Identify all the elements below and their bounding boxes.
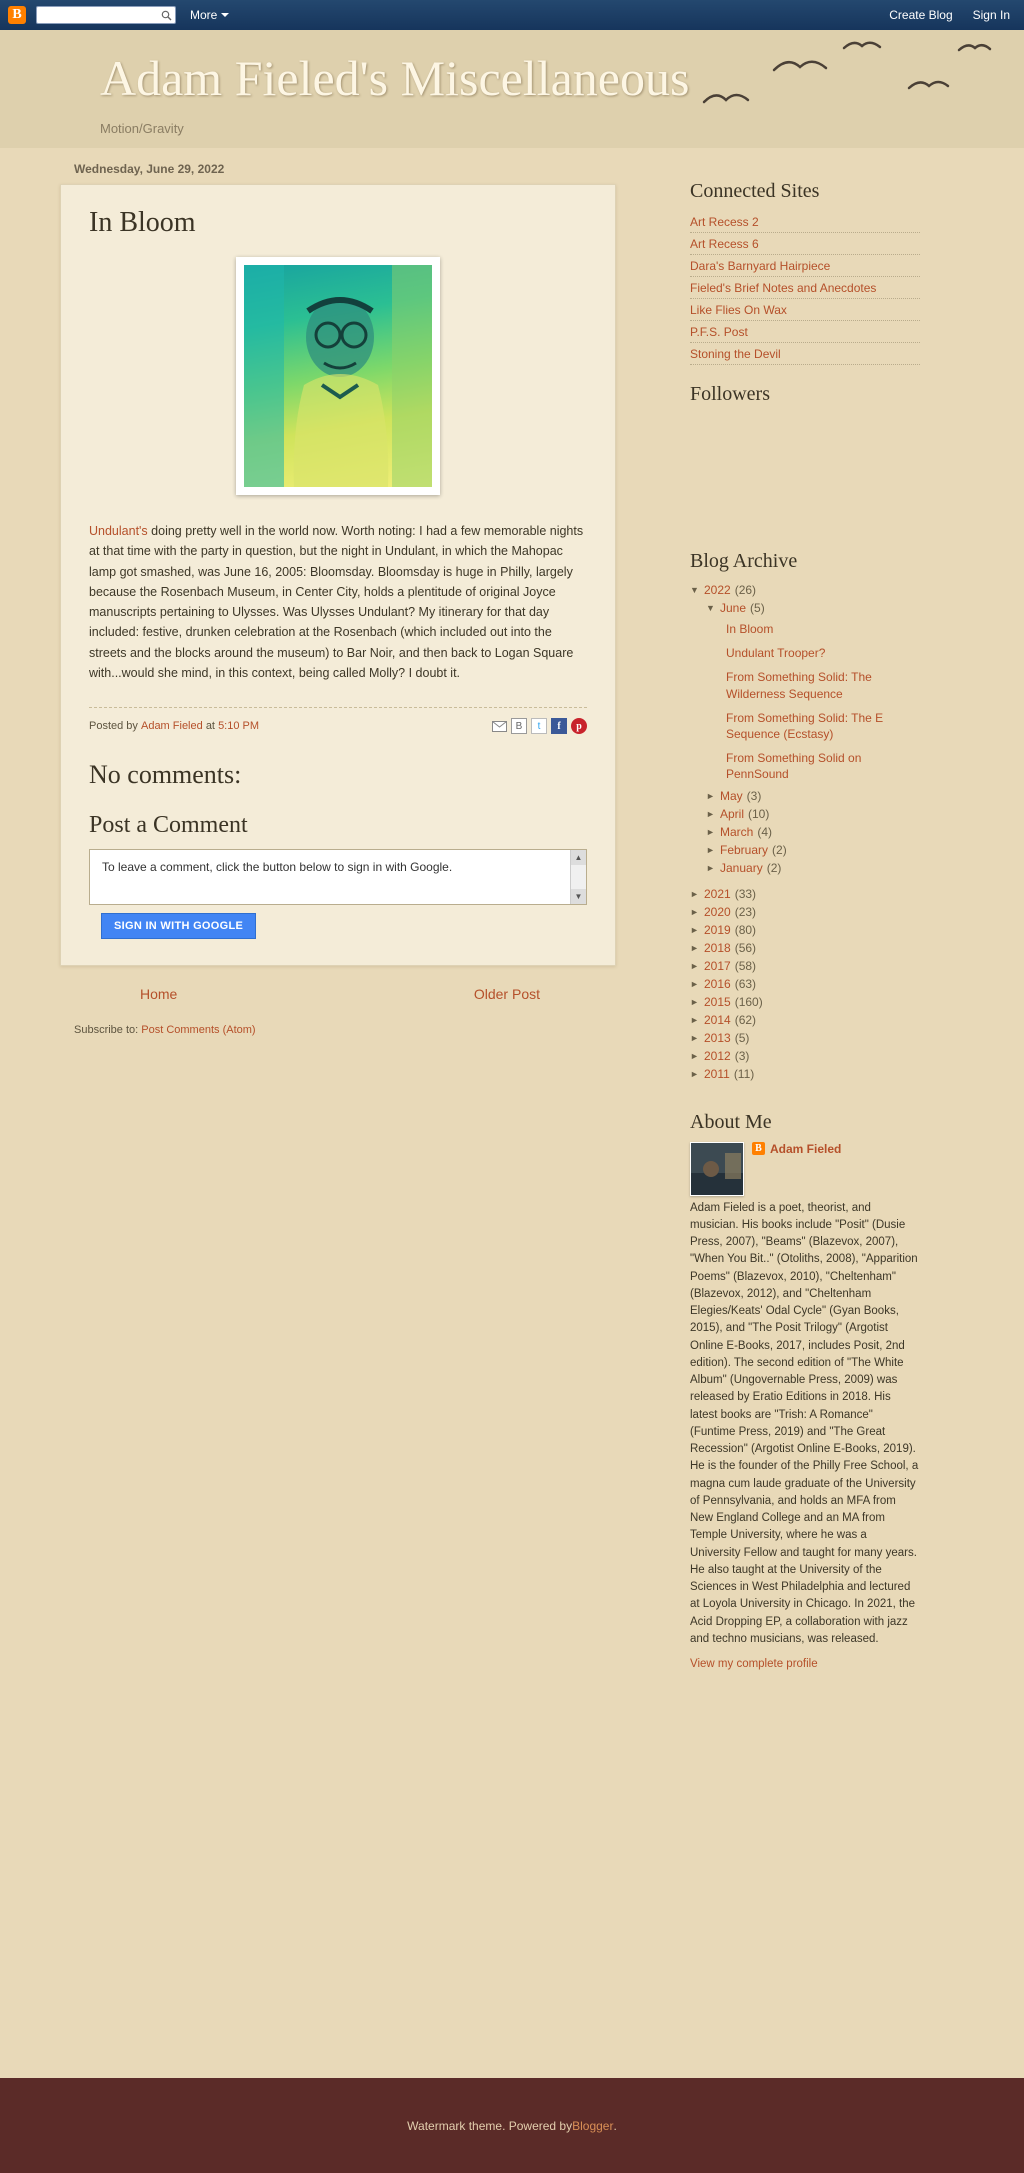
connected-site-link[interactable]: Stoning the Devil: [690, 347, 781, 361]
archive-row[interactable]: [690, 903, 920, 921]
archive-post[interactable]: [726, 617, 920, 641]
archive-row[interactable]: [690, 1011, 920, 1029]
toggle-icon[interactable]: ►: [690, 924, 699, 935]
photo-frame[interactable]: [236, 257, 440, 495]
archive-link[interactable]: 2016: [704, 976, 731, 991]
archive-count: (63): [734, 976, 757, 991]
archive-row[interactable]: [706, 823, 920, 841]
create-blog-link[interactable]: Create Blog: [889, 8, 953, 22]
archive-count: (4): [757, 824, 773, 839]
about-me-widget: [690, 1142, 920, 1196]
archive-link[interactable]: 2022: [704, 583, 731, 597]
list-item[interactable]: [690, 277, 920, 299]
about-me-name-row[interactable]: [752, 1142, 841, 1156]
toggle-icon[interactable]: ►: [690, 1032, 699, 1043]
post-title: In Bloom: [89, 207, 196, 238]
sign-in-link[interactable]: Sign In: [972, 8, 1010, 22]
archive-link[interactable]: June: [720, 601, 747, 615]
blogthis-icon[interactable]: B: [511, 718, 527, 734]
post-comment-heading: Post a Comment: [89, 812, 248, 838]
sidebar: [690, 148, 920, 1670]
archive-row[interactable]: [706, 841, 920, 859]
archive-row[interactable]: [706, 859, 920, 877]
archive-post[interactable]: [726, 665, 920, 705]
connected-sites-title: Connected Sites: [690, 180, 820, 202]
blog-header: [0, 30, 1024, 148]
about-me-name[interactable]: Adam Fieled: [770, 1141, 842, 1156]
toggle-icon[interactable]: ▼: [690, 585, 699, 595]
archive-count: (80): [734, 922, 757, 937]
comments-heading: No comments:: [89, 760, 242, 789]
archive-count: (5): [734, 1030, 750, 1045]
archive-row[interactable]: [706, 599, 920, 617]
archive-post[interactable]: [726, 706, 920, 746]
archive-count: (11): [733, 1066, 755, 1081]
archive-count: (2): [772, 842, 787, 857]
archive-row[interactable]: [690, 957, 920, 975]
archive-row[interactable]: [690, 975, 920, 993]
archive-post-link[interactable]: From Something Solid on PennSound: [726, 751, 862, 782]
post-image-container: [89, 257, 587, 495]
pinterest-icon[interactable]: p: [571, 718, 587, 734]
subscribe-link[interactable]: Post Comments (Atom): [141, 1024, 256, 1036]
toggle-icon[interactable]: ▼: [706, 603, 715, 613]
archive-row[interactable]: [690, 921, 920, 939]
post-date: Wednesday, June 29, 2022: [74, 162, 225, 176]
toggle-icon[interactable]: ►: [706, 844, 715, 855]
archive-row[interactable]: [706, 805, 920, 823]
home-link[interactable]: Home: [140, 986, 178, 1002]
more-label: More: [190, 8, 218, 22]
list-item[interactable]: [690, 255, 920, 277]
search-input[interactable]: [36, 6, 176, 24]
archive-link[interactable]: 2017: [704, 958, 731, 973]
connected-site-link[interactable]: Dara's Barnyard Hairpiece: [690, 259, 831, 273]
at-label: at: [205, 720, 215, 732]
archive-link[interactable]: 2014: [704, 1012, 731, 1027]
search-icon: [161, 10, 172, 21]
facebook-icon[interactable]: f: [551, 718, 567, 734]
portrait-illustration-icon: [244, 265, 432, 487]
blog-description: Motion/Gravity: [100, 120, 184, 136]
archive-count: (3): [746, 788, 762, 803]
toggle-icon[interactable]: ►: [690, 906, 699, 917]
blog-archive-title: Blog Archive: [690, 550, 798, 572]
post-image[interactable]: [244, 265, 432, 487]
archive-link[interactable]: 2012: [704, 1048, 731, 1063]
toggle-icon[interactable]: ►: [690, 996, 699, 1007]
older-post-link[interactable]: Older Post: [473, 986, 540, 1002]
subscribe-label: Subscribe to:: [74, 1024, 139, 1036]
blogger-profile-icon: B: [752, 1142, 765, 1155]
blogger-link[interactable]: Blogger: [572, 2118, 614, 2133]
subscribe-row: [74, 1024, 620, 1036]
about-me-text: Adam Fieled is a poet, theorist, and musician. His books include "Posit" (Dusie Press, 2007), "Beams" (Blazevox, 2007), "When You Bit.." (Otoliths, 2008), "Apparition Poems" (Blazevox, 2010), "Cheltenham" (Blazevox, 2012), and "Cheltenham Elegies/Keats' Odal Cycle" (Gyan Books, 2015), and "The Posit Trilogy" (Argotist Online E-Books, 2017, includes Posit, 2nd edition). The second edition of "The White Album" (Ungovernable Press, 2009) was released by Eratio Editions in 2018. His latest books are "Trish: A Romance" (Funtime Press, 2019) and "The Great Recession" (Argotist Online E-Books, 2019). He is the founder of the Philly Free School, a magna cum laude graduate of the University of Pennsylvania, and holds an MFA from New England College and an MA from Temple University, where he was a University Fellow and taught for many years. He also taught at the University of the Sciences in West Philadelphia and lectured at Loyola University in Chicago. In 2021, the Acid Dropping EP, a collaboration with jazz and techno musicians, was released.: [690, 1201, 919, 1645]
connected-sites-list: [690, 211, 920, 365]
footer-suffix: .: [613, 2118, 617, 2133]
archive-row[interactable]: [690, 993, 920, 1011]
archive-count: (3): [734, 1048, 750, 1063]
post-text: doing pretty well in the world now. Worth noting: I had a few memorable nights at that time with the party in question, but the night in Undulant, in which the Mahopac lamp got smashed, was June 16, 2005: Bloomsday. Bloomsday is huge in Philly, largely because the Rosenbach Museum, in Center City, holds a plentitude of original Joyce manuscripts pertaining to Ulysses. Was Ulysses Undulant? My itinerary for that day included: festive, drunken celebration at the Rosenbach (which included out into the streets and the blocks around the museum) to Bar Noir, and then back to Logan Square with...would she mind, in this context, being called Molly? I doubt it.: [89, 524, 584, 680]
list-item[interactable]: [690, 299, 920, 321]
avatar-photo-icon: [691, 1143, 744, 1196]
archive-post-link[interactable]: In Bloom: [726, 622, 774, 636]
comment-input-area[interactable]: [89, 849, 587, 905]
archive-row[interactable]: [690, 939, 920, 957]
toggle-icon[interactable]: ►: [706, 790, 715, 801]
list-item[interactable]: [690, 343, 920, 365]
toggle-icon[interactable]: ►: [690, 978, 699, 989]
archive-link[interactable]: 2015: [704, 994, 731, 1009]
about-me-title: About Me: [690, 1110, 772, 1133]
archive-link[interactable]: April: [720, 806, 745, 821]
view-profile-link[interactable]: View my complete profile: [690, 1658, 818, 1670]
archive-link[interactable]: 2020: [704, 904, 731, 919]
archive-row[interactable]: [690, 885, 920, 903]
toggle-icon[interactable]: ►: [690, 960, 699, 971]
blog-pager: [60, 966, 620, 1002]
archive-row[interactable]: [690, 1029, 920, 1047]
posted-by-label: Posted by: [89, 720, 138, 732]
toggle-icon[interactable]: ►: [690, 1014, 699, 1025]
archive-row[interactable]: [706, 787, 920, 805]
archive-link[interactable]: May: [720, 788, 743, 803]
archive-post-link[interactable]: From Something Solid: The E Sequence (Ecstasy): [726, 710, 884, 741]
archive-link[interactable]: 2019: [704, 922, 731, 937]
share-buttons: [491, 718, 587, 734]
archive-link[interactable]: January: [720, 860, 763, 875]
archive-count: (33): [734, 886, 757, 901]
archive-post[interactable]: [726, 641, 920, 665]
archive-link[interactable]: 2013: [704, 1030, 731, 1045]
archive-post-link[interactable]: From Something Solid: The Wilderness Sequence: [726, 670, 872, 701]
followers-widget: [690, 414, 920, 532]
post-card: [60, 184, 616, 966]
archive-count: (26): [734, 583, 757, 597]
scroll-down-icon[interactable]: ▼: [571, 889, 586, 904]
connected-site-link[interactable]: Like Flies On Wax: [690, 303, 787, 317]
archive-count: (2): [766, 860, 782, 875]
archive-count: (10): [748, 806, 770, 821]
blogger-logo-icon[interactable]: B: [8, 6, 26, 24]
twitter-icon[interactable]: t: [531, 718, 547, 734]
archive-link[interactable]: 2011: [704, 1066, 730, 1081]
archive-post[interactable]: [726, 746, 920, 786]
archive-count: (56): [734, 940, 757, 955]
connected-site-link[interactable]: P.F.S. Post: [690, 325, 748, 339]
scroll-up-icon[interactable]: ▲: [571, 850, 586, 865]
archive-post-link[interactable]: Undulant Trooper?: [726, 646, 826, 661]
toggle-icon[interactable]: ►: [690, 942, 699, 953]
footer-text: Watermark theme. Powered by: [407, 2118, 573, 2133]
avatar[interactable]: [690, 1142, 744, 1196]
connected-site-link[interactable]: Art Recess 2: [690, 215, 759, 229]
archive-link[interactable]: 2021: [704, 886, 731, 901]
archive-row[interactable]: [690, 1047, 920, 1065]
archive-count: (62): [734, 1012, 757, 1027]
comment-prompt: To leave a comment, click the button below to sign in with Google.: [102, 860, 453, 874]
archive-link[interactable]: 2018: [704, 940, 731, 955]
blog-archive-list: [690, 581, 920, 1083]
toggle-icon[interactable]: ►: [706, 826, 715, 837]
chevron-down-icon: [221, 13, 229, 17]
comment-scrollbar[interactable]: [570, 850, 586, 904]
archive-count: (58): [734, 958, 757, 973]
undulant-link[interactable]: Undulant's: [89, 524, 148, 538]
more-menu-button[interactable]: [190, 8, 229, 22]
post-footer: [89, 707, 587, 734]
toggle-icon[interactable]: ►: [690, 1068, 699, 1079]
archive-link[interactable]: February: [720, 842, 769, 857]
toggle-icon[interactable]: ►: [706, 862, 715, 873]
blogger-navbar: [0, 0, 1024, 30]
archive-link[interactable]: March: [720, 824, 754, 839]
post-author-link[interactable]: Adam Fieled: [140, 720, 203, 732]
post-time-link[interactable]: 5:10 PM: [218, 720, 260, 732]
toggle-icon[interactable]: ►: [690, 1050, 699, 1061]
list-item[interactable]: [690, 321, 920, 343]
archive-count: (23): [734, 904, 757, 919]
list-item[interactable]: [690, 233, 920, 255]
page-title: Adam Fieled's Miscellaneous: [100, 50, 690, 106]
connected-site-link[interactable]: Art Recess 6: [690, 237, 759, 251]
archive-count: (160): [734, 994, 763, 1009]
followers-title: Followers: [690, 383, 770, 405]
archive-count: (5): [750, 601, 765, 615]
sign-in-with-google-button[interactable]: SIGN IN WITH GOOGLE: [101, 913, 256, 939]
page-footer: [0, 2078, 1024, 2173]
list-item[interactable]: [690, 211, 920, 233]
archive-row[interactable]: [690, 1065, 920, 1083]
email-icon[interactable]: [491, 718, 507, 734]
post-body: [89, 521, 587, 683]
toggle-icon[interactable]: ►: [690, 888, 699, 899]
main-content: [60, 148, 620, 1036]
toggle-icon[interactable]: ►: [706, 808, 715, 819]
connected-site-link[interactable]: Fieled's Brief Notes and Anecdotes: [690, 281, 877, 295]
archive-row[interactable]: [690, 581, 920, 599]
